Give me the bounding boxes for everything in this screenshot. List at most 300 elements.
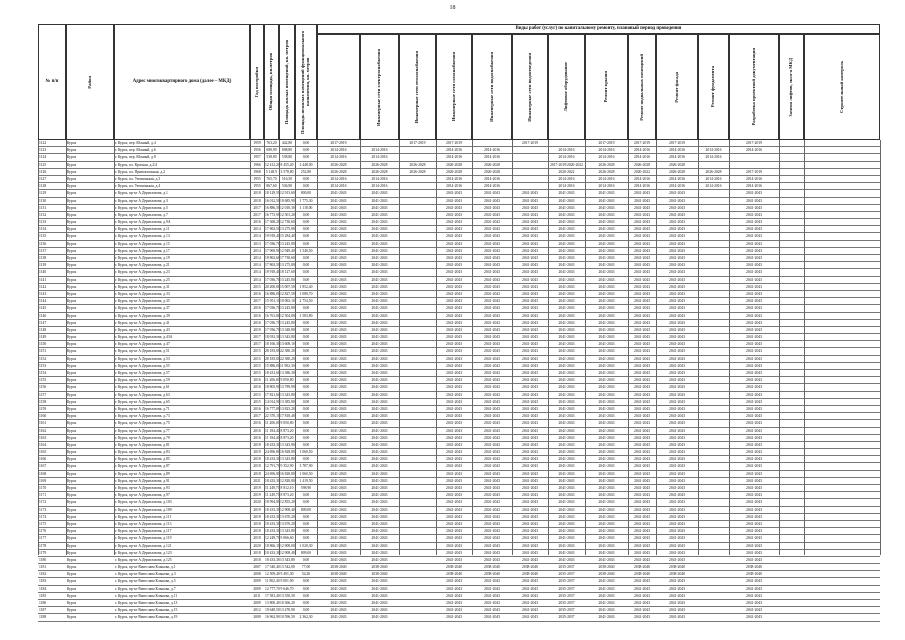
table-cell: 1139 bbox=[39, 263, 47, 268]
table-cell: 2017-2019 bbox=[522, 141, 538, 145]
table-cell: 1141 bbox=[39, 277, 47, 282]
table-cell: 2041-2043 bbox=[371, 306, 388, 311]
table-cell: 2021 bbox=[253, 478, 261, 483]
table-cell: 2041-2043 bbox=[446, 284, 462, 289]
table-cell: г. Курск, пр-кт А.Дериглазова, д.81 bbox=[115, 442, 170, 447]
table-cell: 2041-2043 bbox=[598, 385, 615, 390]
header-work-2 bbox=[399, 34, 436, 140]
table-cell: 2041-2043 bbox=[669, 349, 685, 354]
table-cell: 15 284,40 bbox=[280, 234, 295, 239]
table-cell: 16 828,80 bbox=[280, 471, 295, 476]
table-cell: 18 805,90 bbox=[265, 385, 280, 390]
table-cell: 2014-2016 bbox=[634, 184, 650, 189]
table-cell: 2041-2043 bbox=[484, 198, 500, 203]
table-cell: 2041-2043 bbox=[446, 248, 462, 253]
table-cell: Курск bbox=[67, 428, 77, 433]
table-row bbox=[38, 140, 880, 147]
table-cell: Курск bbox=[67, 191, 77, 196]
table-cell: 2041-2043 bbox=[746, 335, 762, 340]
table-cell: 20 200,00 bbox=[265, 284, 280, 289]
table-cell: 2041-2043 bbox=[522, 270, 538, 275]
table-cell: 9 050,80 bbox=[280, 378, 294, 383]
table-cell: 2041-2043 bbox=[634, 414, 650, 419]
table-cell: 2041-2043 bbox=[371, 363, 388, 368]
grid-line bbox=[656, 140, 657, 555]
table-cell: 2014-2016 bbox=[558, 155, 575, 160]
table-cell: г. Курск, пр-кт А.Дериглазова, д.9А bbox=[115, 220, 171, 225]
table-cell: 2041-2043 bbox=[598, 363, 615, 368]
table-cell: 16 761,80 bbox=[265, 313, 280, 318]
table-cell: 2041-2043 bbox=[330, 198, 347, 203]
grid-line bbox=[250, 140, 251, 555]
table-cell: 11 902,30 bbox=[280, 363, 295, 368]
table-cell: Курск bbox=[67, 406, 77, 411]
table-cell: 2035-2037 bbox=[558, 565, 575, 570]
table-cell: 2041-2043 bbox=[522, 306, 538, 311]
table-cell: 2041-2043 bbox=[634, 378, 650, 383]
table-cell: 2041-2043 bbox=[669, 392, 685, 397]
table-cell: 2041-2043 bbox=[634, 263, 650, 268]
table-cell: 2041-2043 bbox=[446, 342, 462, 347]
table-cell: 13 343,80 bbox=[280, 442, 295, 447]
table-cell: 1966 bbox=[253, 162, 261, 167]
table-cell: 2041-2043 bbox=[634, 277, 650, 282]
table-cell: 0,00 bbox=[302, 320, 310, 325]
table-cell: 2041-2043 bbox=[484, 205, 500, 210]
table-cell: 0,00 bbox=[302, 557, 310, 562]
table-cell: 2041-2043 bbox=[371, 227, 388, 232]
table-cell: 0,00 bbox=[302, 277, 310, 282]
table-cell: 13 245,80 bbox=[280, 241, 295, 246]
table-cell: Курск bbox=[67, 313, 77, 318]
table-cell: 2041-2043 bbox=[330, 371, 347, 375]
table-row bbox=[38, 499, 880, 506]
table-cell: 2041-2043 bbox=[746, 507, 762, 512]
table-row bbox=[38, 277, 880, 284]
table-row bbox=[38, 593, 880, 600]
table-cell: 2038-2040 bbox=[484, 565, 500, 570]
table-cell: 10 685,90 bbox=[280, 198, 295, 203]
table-cell: 2041-2043 bbox=[558, 385, 575, 390]
table-cell: 538,80 bbox=[281, 155, 293, 160]
table-cell: Курск bbox=[67, 342, 77, 347]
table-cell: 2038-2040 bbox=[330, 572, 347, 577]
table-cell: 2041-2043 bbox=[598, 320, 615, 325]
table-cell: 2041-2043 bbox=[558, 212, 575, 217]
table-cell: 2041-2043 bbox=[634, 464, 650, 469]
table-cell: 2041-2043 bbox=[330, 291, 347, 296]
table-cell: 2041-2043 bbox=[746, 428, 762, 433]
table-cell: 12 509,40 bbox=[265, 572, 280, 577]
table-cell: 11 184,40 bbox=[265, 428, 280, 433]
table-cell: 2038-2040 bbox=[746, 572, 762, 577]
table-cell: 1136 bbox=[39, 241, 47, 246]
table-row bbox=[38, 607, 880, 614]
table-row bbox=[38, 363, 880, 370]
table-cell: 2019 bbox=[253, 450, 261, 455]
table-cell: Курск bbox=[67, 550, 77, 555]
table-row bbox=[38, 543, 880, 550]
table-cell: 2041-2043 bbox=[598, 579, 615, 584]
table-cell: 2041-2043 bbox=[330, 248, 347, 253]
table-cell: 0,00 bbox=[302, 363, 310, 368]
table-cell: 1180 bbox=[39, 557, 47, 562]
table-row bbox=[38, 248, 880, 255]
table-cell: 2041-2043 bbox=[371, 428, 388, 433]
table-cell: 2041-2043 bbox=[446, 306, 462, 311]
table-cell: 2041-2043 bbox=[371, 478, 388, 483]
table-cell: 2041-2043 bbox=[446, 205, 462, 210]
table-cell: 8 812,10 bbox=[280, 486, 294, 490]
table-cell: 2041-2043 bbox=[634, 299, 650, 304]
table-cell: 1184 bbox=[39, 586, 47, 591]
table-cell: 2041-2043 bbox=[522, 248, 538, 253]
table-cell: 2041-2043 bbox=[558, 335, 575, 340]
table-cell: г. Курск, пл. Уютненькая, д.3 bbox=[115, 176, 161, 181]
table-cell: 2020-2022 bbox=[634, 169, 650, 174]
table-cell: Курск bbox=[67, 385, 77, 390]
table-row bbox=[38, 586, 880, 593]
table-cell: 2041-2043 bbox=[598, 478, 615, 483]
header-work-5 bbox=[512, 34, 548, 140]
table-cell: 2041-2043 bbox=[669, 234, 685, 239]
table-cell: 2041-2043 bbox=[598, 263, 615, 268]
table-cell: 2041-2043 bbox=[598, 248, 615, 253]
table-cell: 8 873,20 bbox=[280, 428, 294, 433]
table-cell: 0,00 bbox=[302, 521, 310, 526]
table-cell: 2041-2043 bbox=[522, 514, 538, 519]
table-cell: 2041-2043 bbox=[371, 241, 388, 246]
table-cell: Курск bbox=[67, 392, 77, 397]
table-cell: 2041-2043 bbox=[484, 327, 500, 332]
table-cell: 2041-2043 bbox=[484, 543, 500, 548]
table-cell: 2041-2043 bbox=[746, 198, 762, 203]
table-cell: 2041-2043 bbox=[746, 593, 762, 598]
table-cell: 13 670,20 bbox=[280, 514, 295, 519]
table-cell: 2041-2043 bbox=[522, 557, 538, 562]
table-cell: 2014-2016 bbox=[446, 148, 462, 153]
table-cell: 2014-2016 bbox=[705, 176, 722, 181]
table-cell: 2041-2043 bbox=[558, 363, 575, 368]
table-row bbox=[38, 557, 880, 564]
table-cell: 2041-2043 bbox=[634, 234, 650, 239]
table-cell: 2041-2043 bbox=[558, 248, 575, 253]
table-cell: 2041-2043 bbox=[634, 306, 650, 311]
table-cell: 0,00 bbox=[302, 493, 310, 498]
table-cell: 2041-2043 bbox=[634, 543, 650, 548]
table-cell: 2015 bbox=[253, 392, 261, 397]
table-cell: 16 828,80 bbox=[280, 450, 295, 455]
table-cell: 2041-2043 bbox=[330, 500, 347, 505]
table-cell: Курск bbox=[67, 270, 77, 275]
table-cell: 1165 bbox=[39, 450, 47, 455]
table-cell: 2041-2043 bbox=[330, 392, 347, 397]
table-cell: г. Курск, пр-кт А.Дериглазова, д.15 bbox=[115, 241, 170, 246]
table-cell: 22 380,20 bbox=[280, 349, 295, 354]
table-cell: 2041-2043 bbox=[598, 442, 615, 447]
table-cell: 1145 bbox=[39, 306, 47, 311]
table-cell: 0,00 bbox=[302, 356, 310, 361]
table-cell: 11 249,70 bbox=[265, 486, 280, 490]
header-work-10 bbox=[698, 34, 729, 140]
table-cell: 1125 bbox=[39, 162, 47, 167]
table-cell: 2026-2028 bbox=[598, 162, 615, 167]
table-cell: 2041-2043 bbox=[446, 392, 462, 397]
table-cell: 2041-2043 bbox=[330, 486, 347, 490]
table-cell: 2041-2043 bbox=[598, 457, 615, 462]
table-cell: 2016 bbox=[253, 306, 261, 311]
table-cell: 2026-2028 bbox=[669, 162, 685, 167]
table-cell: 2041-2043 bbox=[446, 586, 462, 591]
grid-line bbox=[279, 140, 280, 555]
table-cell: 2041-2043 bbox=[522, 471, 538, 476]
table-cell: 0,00 bbox=[302, 306, 310, 311]
table-cell: 2041-2043 bbox=[558, 514, 575, 519]
table-cell: 2041-2043 bbox=[446, 493, 462, 498]
table-cell: Курск bbox=[67, 601, 77, 605]
table-cell: 18 129,50 bbox=[265, 191, 280, 196]
table-cell: 2041-2043 bbox=[669, 191, 685, 196]
table-cell: г. Курск, пр-кт А.Дериглазова, д.91 bbox=[115, 478, 170, 483]
table-cell: Курск bbox=[67, 493, 77, 498]
table-cell: 2017 bbox=[253, 299, 261, 304]
table-cell: 2016 bbox=[253, 320, 261, 325]
table-cell: 17 730,60 bbox=[280, 256, 295, 260]
table-cell: 2041-2043 bbox=[522, 414, 538, 419]
table-cell: 0,00 bbox=[302, 342, 310, 347]
table-row bbox=[38, 348, 880, 355]
table-cell: 13 470,90 bbox=[280, 608, 295, 613]
table-cell: 2041-2043 bbox=[669, 335, 685, 340]
table-cell: 0,00 bbox=[302, 601, 310, 605]
table-cell: 2026-2028 bbox=[484, 162, 500, 167]
table-cell: 2026-2028 bbox=[446, 169, 462, 174]
table-cell: г. Курск, пер. Южный, д.6 bbox=[115, 148, 156, 153]
table-cell: г. Курск, пр-кт Вячеслава Клыкова, д.1 bbox=[115, 565, 176, 570]
table-cell: 2041-2043 bbox=[558, 378, 575, 383]
table-cell: 2041-2043 bbox=[484, 291, 500, 296]
table-row bbox=[38, 370, 880, 377]
table-cell: 2041-2043 bbox=[598, 378, 615, 383]
table-cell: 18 433,30 bbox=[265, 507, 280, 512]
table-cell: 2041-2043 bbox=[746, 385, 762, 390]
table-cell: 1160 bbox=[39, 414, 47, 419]
table-cell: 2018 bbox=[253, 536, 261, 541]
table-row bbox=[38, 190, 880, 197]
table-cell: 2041-2043 bbox=[446, 471, 462, 476]
table-cell: 1144 bbox=[39, 299, 47, 304]
table-cell: 2041-2043 bbox=[634, 615, 650, 620]
table-cell: 2026-2028 bbox=[371, 162, 388, 167]
table-cell: 12 828,80 bbox=[280, 478, 295, 483]
table-cell: 2041-2043 bbox=[669, 291, 685, 296]
table-cell: Курск bbox=[67, 593, 77, 598]
table-cell: 2038-2040 bbox=[330, 565, 347, 570]
table-cell: 2041-2043 bbox=[484, 241, 500, 246]
header-work-1 bbox=[360, 34, 399, 140]
table-cell: 2011 bbox=[253, 593, 261, 598]
table-cell: 2041-2043 bbox=[669, 486, 685, 490]
table-cell: 2041-2043 bbox=[484, 615, 500, 620]
table-cell: Курск bbox=[67, 320, 77, 325]
table-cell: 2041-2043 bbox=[669, 212, 685, 217]
table-cell: 2016 bbox=[253, 406, 261, 411]
table-cell: 2041-2043 bbox=[371, 248, 388, 253]
table-cell: 2041-2043 bbox=[330, 529, 347, 534]
table-cell: г. Курск, пр-кт А.Дериглазова, д.5 bbox=[115, 205, 168, 210]
table-cell: Курск bbox=[67, 363, 77, 368]
table-cell: 24 696,80 bbox=[265, 471, 280, 476]
header-total-area bbox=[264, 24, 279, 140]
table-cell: 2017 bbox=[253, 205, 261, 210]
table-cell: 2041-2043 bbox=[746, 457, 762, 462]
table-cell: 2041-2043 bbox=[446, 536, 462, 541]
table-cell: 2041-2043 bbox=[746, 529, 762, 534]
table-cell: 2041-2043 bbox=[330, 327, 347, 332]
table-cell: 1176 bbox=[39, 529, 47, 534]
table-cell: 2041-2043 bbox=[634, 457, 650, 462]
table-cell: 1171 bbox=[39, 493, 47, 498]
table-cell: г. Курск, пр-кт Вячеслава Клыкова, д.3 bbox=[115, 572, 176, 577]
table-cell: 2041-2043 bbox=[598, 557, 615, 562]
table-cell: 2041-2043 bbox=[446, 457, 462, 462]
table-cell: 0,00 bbox=[302, 536, 310, 541]
table-cell: 2019 bbox=[253, 507, 261, 512]
table-cell: 2041-2043 bbox=[746, 464, 762, 469]
table-cell: 2041-2043 bbox=[746, 291, 762, 296]
table-cell: 2041-2043 bbox=[558, 234, 575, 239]
table-cell: 2041-2043 bbox=[669, 557, 685, 562]
table-cell: 2017 bbox=[253, 335, 261, 340]
table-cell: 2041-2043 bbox=[522, 349, 538, 354]
table-cell: 2041-2043 bbox=[484, 457, 500, 462]
table-cell: 2015 bbox=[253, 284, 261, 289]
table-cell: 2041-2043 bbox=[634, 536, 650, 541]
table-cell: 17 036,70 bbox=[265, 277, 280, 282]
table-cell: 15 951,10 bbox=[265, 299, 280, 304]
table-cell: 2041-2043 bbox=[371, 536, 388, 541]
table-cell: 2014-2016 bbox=[746, 184, 762, 189]
table-cell: 13 275,80 bbox=[280, 227, 295, 232]
table-cell: 1151 bbox=[39, 349, 47, 354]
table-cell: 2014 bbox=[253, 248, 261, 253]
table-cell: 2041-2043 bbox=[446, 349, 462, 354]
table-cell: 16 777,80 bbox=[265, 406, 280, 411]
table-cell: 11 206,00 bbox=[265, 421, 280, 426]
table-cell: 1169 bbox=[39, 478, 47, 483]
table-cell: 2041-2043 bbox=[669, 363, 685, 368]
table-cell: 2015 bbox=[253, 356, 261, 361]
table-cell: 12 949,40 bbox=[280, 248, 295, 253]
table-cell: 1959 bbox=[253, 141, 261, 145]
table-cell: Курск bbox=[67, 399, 77, 404]
table-cell: г. Курск, пер. Южный, д.8 bbox=[115, 155, 156, 160]
grid-line bbox=[585, 140, 586, 555]
table-cell: 2041-2043 bbox=[558, 220, 575, 225]
table-cell: 2041-2043 bbox=[558, 205, 575, 210]
table-cell: 0,00 bbox=[302, 371, 310, 375]
table-cell: 0,00 bbox=[302, 241, 310, 246]
table-cell: 2041-2043 bbox=[484, 227, 500, 232]
table-cell: 2041-2043 bbox=[746, 478, 762, 483]
table-cell: 2038-2040 bbox=[669, 572, 685, 577]
table-cell: 2014-2016 bbox=[484, 148, 500, 153]
table-cell: Курск bbox=[67, 507, 77, 512]
table-cell: 2041-2043 bbox=[484, 550, 500, 555]
header-work-11 bbox=[729, 34, 779, 140]
table-cell: Курск bbox=[67, 414, 77, 419]
grid-line bbox=[548, 140, 549, 555]
table-cell: 17 036,70 bbox=[265, 241, 280, 246]
table-cell: 2041-2043 bbox=[558, 450, 575, 455]
table-cell: 2041-2043 bbox=[558, 500, 575, 505]
table-cell: 1130 bbox=[39, 198, 47, 203]
table-cell: г. Курск, пр-кт А.Дериглазова, д.61 bbox=[115, 385, 170, 390]
table-cell: 2041-2043 bbox=[522, 234, 538, 239]
table-cell: 2041-2043 bbox=[522, 457, 538, 462]
table-cell: 2041-2043 bbox=[371, 284, 388, 289]
table-cell: 2041-2043 bbox=[746, 349, 762, 354]
table-cell: Курск bbox=[67, 478, 77, 483]
table-cell: 2041-2043 bbox=[484, 586, 500, 591]
table-cell: 2041-2043 bbox=[598, 335, 615, 340]
table-cell: 2041-2043 bbox=[746, 371, 762, 375]
table-cell: Курск bbox=[67, 148, 77, 153]
table-cell: 2038-2040 bbox=[446, 572, 462, 577]
table-row bbox=[38, 428, 880, 435]
table-cell: 2041-2043 bbox=[330, 586, 347, 591]
table-cell: 0,00 bbox=[302, 586, 310, 591]
table-cell: 8 455,40 bbox=[280, 162, 294, 167]
table-cell: г. Курск, пр-кт А.Дериглазова, д.113 bbox=[115, 521, 172, 526]
table-cell: 2041-2043 bbox=[598, 205, 615, 210]
table-cell: 2041-2043 bbox=[598, 543, 615, 548]
table-cell: 2014-2016 bbox=[558, 184, 575, 189]
table-cell: 2041-2043 bbox=[558, 421, 575, 426]
table-cell: 2041-2043 bbox=[484, 248, 500, 253]
table-cell: Курск bbox=[67, 327, 77, 332]
table-cell: 2041-2043 bbox=[522, 486, 538, 490]
table-cell: 0,00 bbox=[302, 428, 310, 433]
table-cell: 2038-2040 bbox=[598, 572, 615, 577]
table-cell: 2041-2043 bbox=[634, 450, 650, 455]
table-cell: 1143 bbox=[39, 291, 47, 296]
table-cell: 2041-2043 bbox=[669, 500, 685, 505]
table-cell: 1129 bbox=[39, 191, 47, 196]
table-cell: г. Курск, пр-кт А.Дериглазова, д.83 bbox=[115, 450, 170, 455]
grid-line bbox=[698, 140, 699, 555]
table-cell: 2041-2043 bbox=[634, 241, 650, 246]
table-cell: 2016 bbox=[253, 385, 261, 390]
table-cell: 2041-2043 bbox=[484, 608, 500, 613]
table-cell: 2041-2043 bbox=[598, 284, 615, 289]
table-cell: 2041-2043 bbox=[446, 486, 462, 490]
table-cell: 765,70 bbox=[266, 176, 277, 181]
table-cell: 2041-2043 bbox=[634, 356, 650, 361]
table-cell: 2041-2043 bbox=[371, 486, 388, 490]
table-cell: 2041-2043 bbox=[522, 421, 538, 426]
header-total-area-label: Общая площадь, кв.метров bbox=[268, 53, 274, 111]
table-cell: 2014-2016 bbox=[669, 155, 685, 160]
table-cell: 12 855,20 bbox=[280, 500, 295, 505]
table-cell: 2041-2043 bbox=[558, 191, 575, 196]
table-cell: Курск bbox=[67, 378, 77, 383]
table-cell: 2041-2043 bbox=[484, 306, 500, 311]
table-cell: 2041-2043 bbox=[522, 392, 538, 397]
table-cell: 18 433,30 bbox=[265, 550, 280, 555]
table-cell: 2017-2019/2020-2022 bbox=[550, 162, 583, 167]
table-cell: 2041-2043 bbox=[634, 608, 650, 613]
